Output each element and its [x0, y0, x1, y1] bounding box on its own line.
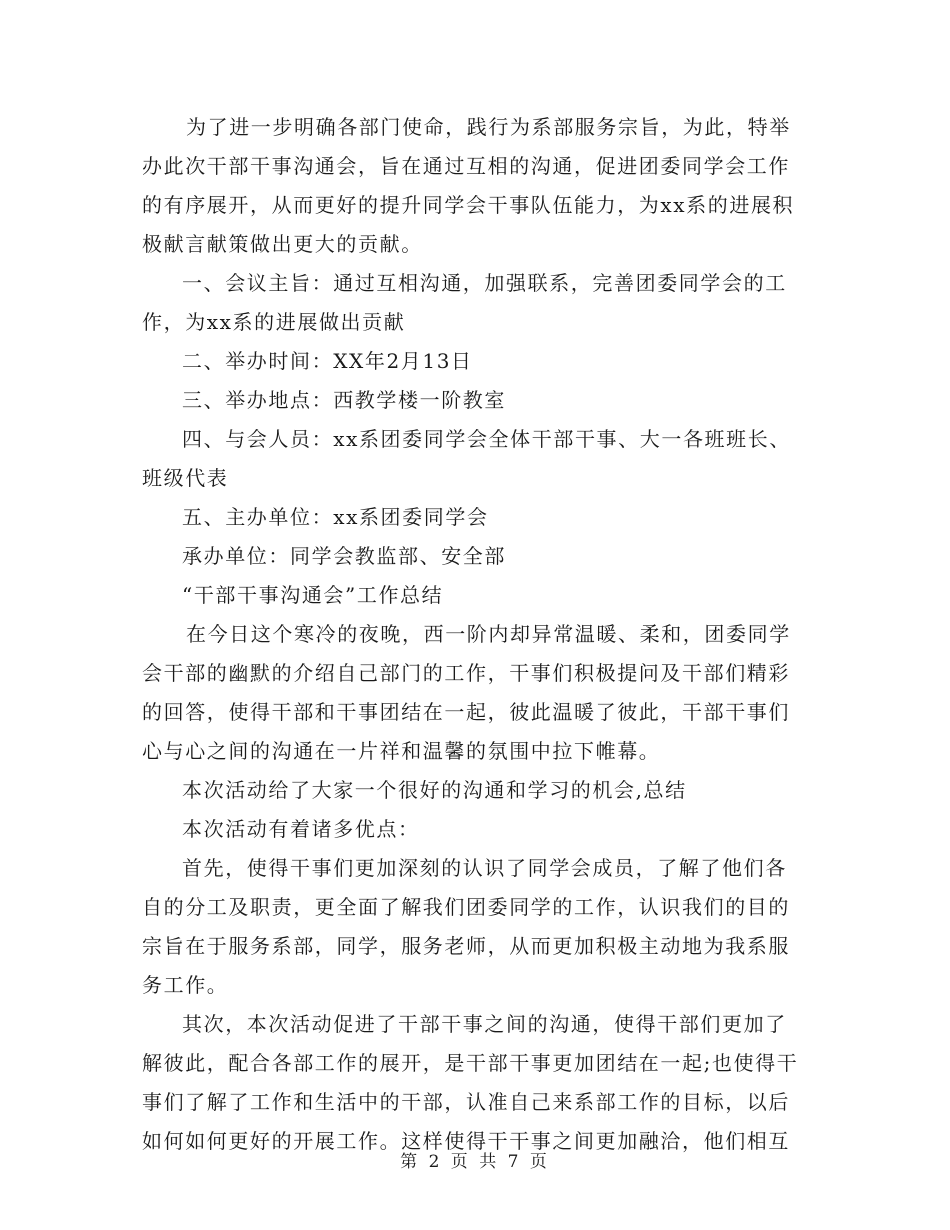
summary-heading: “干部干事沟通会”工作总结 [182, 583, 444, 607]
paragraph-line: 办此次干部干事沟通会，旨在通过互相的沟通，促进团委同学会工作 [142, 154, 790, 178]
section-line: 一、会议主旨：通过互相沟通，加强联系，完善团委同学会的工 [182, 271, 787, 295]
paragraph-line: 会干部的幽默的介绍自己部门的工作，干事们积极提问及干部们精彩 [142, 661, 790, 685]
document-body [142, 108, 810, 1161]
paragraph-line: 如何如何更好的开展工作。这样使得干干事之间更加融洽，他们相互 [142, 1129, 790, 1153]
paragraph-line: 解彼此，配合各部工作的展开，是干部干事更加团结在一起;也使得干 [142, 1051, 799, 1075]
paragraph-line: 事们了解了工作和生活中的干部，认准自己来系部工作的目标，以后 [142, 1090, 790, 1114]
section-line: 班级代表 [142, 466, 229, 490]
paragraph-line: 的回答，使得干部和干事团结在一起，彼此温暖了彼此，干部干事们 [142, 700, 790, 724]
paragraph-line: 其次，本次活动促进了干部干事之间的沟通，使得干部们更加了 [182, 1012, 787, 1036]
paragraph-line: 极献言献策做出更大的贡献。 [142, 232, 423, 256]
section-line: 二、举办时间：XX年2月13日 [182, 349, 473, 373]
paragraph-line: 心与心之间的沟通在一片祥和温馨的氛围中拉下帷幕。 [142, 739, 661, 763]
paragraph-line: 本次活动给了大家一个很好的沟通和学习的机会,总结 [182, 778, 687, 802]
section-line: 作，为xx系的进展做出贡献 [142, 310, 406, 334]
section-line: 承办单位：同学会教监部、安全部 [182, 544, 506, 568]
paragraph-line: 自的分工及职责，更全面了解我们团委同学的工作，认识我们的目的 [142, 895, 790, 919]
paragraph-line: 务工作。 [142, 973, 229, 997]
paragraph-line: 在今日这个寒冷的夜晚，西一阶内却异常温暖、柔和，团委同学 [186, 622, 791, 646]
paragraph-line: 首先，使得干事们更加深刻的认识了同学会成员，了解了他们各 [182, 856, 787, 880]
paragraph-line: 宗旨在于服务系部，同学，服务老师，从而更加积极主动地为我系服 [142, 934, 790, 958]
section-line: 四、与会人员：xx系团委同学会全体干部干事、大一各班班长、 [182, 427, 791, 451]
paragraph-line: 的有序展开，从而更好的提升同学会干事队伍能力，为xx系的进展积 [142, 193, 795, 217]
paragraph-line: 为了进一步明确各部门使命，践行为系部服务宗旨，为此，特举 [186, 115, 791, 139]
section-line: 三、举办地点：西教学楼一阶教室 [182, 388, 506, 412]
section-line: 五、主办单位：xx系团委同学会 [182, 505, 489, 529]
page-number: 第 2 页 共 7 页 [400, 1152, 550, 1172]
paragraph-line: 本次活动有着诸多优点： [182, 817, 420, 841]
